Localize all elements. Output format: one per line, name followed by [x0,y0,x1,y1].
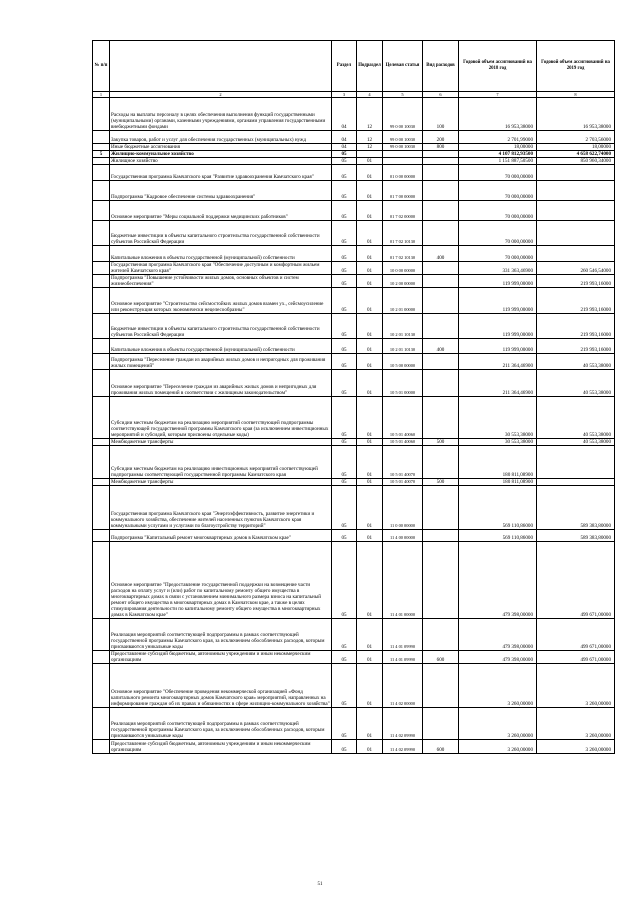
table-row [93,201,615,221]
row-number [93,221,110,246]
row-name: Субсидии местным бюджетам на реализацию мероприятий соответствующей подпрограммы соответствующей государственной программы Камчатского края (за исключением инвестиционных мероприятий и субсидий, которым присвоены отдельные коды) [110,397,332,439]
table-row [93,740,615,754]
row-amount-2019: 4 658 622,74000 [537,151,615,158]
row-name: Предоставление субсидий бюджетным, автономным учреждениям и иным некоммерческим организациям [110,740,332,754]
row-name: Бюджетные инвестиции в объекты капитального строительства государственной собственности субъектов Российской Федерации [110,221,332,246]
row-expense-type: 500 [423,439,459,446]
row-razdel: 05 [332,651,357,664]
row-name: Жилищно-коммунальное хозяйство [110,151,332,158]
row-podrazdel: 12 [357,131,383,144]
row-number [93,542,110,619]
row-amount-2018: 180 811,08900 [459,446,537,479]
row-name: Основное мероприятие "Предоставление государственной поддержки на возмещение части расходов на оплату услуг и (или) работ по капитальному ремонту общего имущества в многоквартирных домах в связи с установлением минимального размера взноса на капитальный ремонт общего имущества в многоквартирных домах в Камчатском крае, а также в целях стимулирования деятельности по капитальному ремонту общего имущества в многоквартирных домах в Камчатском крае" [110,542,332,619]
table-row [93,530,615,542]
row-amount-2019 [537,201,615,221]
row-amount-2019: 589 383,80000 [537,486,615,530]
row-razdel: 05 [332,246,357,262]
table-row [93,664,615,708]
row-number [93,439,110,446]
row-expense-type [423,262,459,275]
row-name: Межбюджетные трансферты [110,439,332,446]
row-podrazdel: 01 [357,486,383,530]
row-amount-2019 [537,479,615,486]
table-row [93,479,615,486]
row-amount-2019: 499 671,00000 [537,542,615,619]
row-name: Иные бюджетные ассигнования [110,144,332,151]
row-razdel: 05 [332,530,357,542]
row-name: Основное мероприятие "Меры социальной поддержки медицинских работников" [110,201,332,221]
row-razdel: 05 [332,708,357,740]
row-razdel: 05 [332,339,357,354]
row-amount-2018: 70 000,00000 [459,221,537,246]
row-expense-type [423,542,459,619]
column-index-cell: 6 [423,92,459,98]
row-podrazdel: 01 [357,651,383,664]
row-name: Подпрограмма "Повышение устойчивости жилых домов, основных объектов и систем жизнеобеспечения" [110,275,332,288]
row-razdel: 05 [332,439,357,446]
row-podrazdel: 01 [357,397,383,439]
row-expense-type [423,288,459,314]
row-expense-type [423,275,459,288]
row-amount-2018: 479 398,00000 [459,619,537,651]
row-number [93,201,110,221]
row-razdel: 05 [332,288,357,314]
table-row [93,221,615,246]
header-num: № п/п [93,41,110,92]
header-year-2018: Годовой объем ассигнований на 2018 год [459,41,537,92]
row-razdel: 05 [332,151,357,158]
row-expense-type [423,221,459,246]
page-number: 51 [317,882,323,887]
row-amount-2018: 119 999,00000 [459,339,537,354]
row-podrazdel: 01 [357,288,383,314]
budget-table [92,40,615,754]
table-row [93,339,615,354]
row-podrazdel: 01 [357,446,383,479]
row-amount-2019: 16 953,38000 [537,98,615,131]
header-target-article: Целевая статья [383,41,423,92]
table-row [93,486,615,530]
row-target-article: 10 5 01 00000 [383,370,423,397]
row-amount-2018: 479 398,00000 [459,651,537,664]
row-amount-2018: 18,00000 [459,144,537,151]
table-row [93,288,615,314]
row-expense-type: 600 [423,740,459,754]
column-index-cell: 1 [93,92,110,98]
row-razdel: 05 [332,181,357,201]
row-amount-2018: 211 364,46900 [459,370,537,397]
row-razdel: 05 [332,486,357,530]
row-amount-2019 [537,446,615,479]
header-year-2019: Годовой объем ассигнований на 2019 год [537,41,615,92]
row-expense-type [423,181,459,201]
table-row [93,619,615,651]
row-podrazdel: 12 [357,144,383,151]
row-amount-2018: 331 363,46900 [459,262,537,275]
row-name: Капитальные вложения в объекты государственной (муниципальной) собственности [110,339,332,354]
row-amount-2019: 2 703,56000 [537,131,615,144]
row-amount-2019: 3 260,00000 [537,708,615,740]
row-name: Основное мероприятие "Переселение граждан из аварийных жилых домов и непригодных для проживания жилых помещений в соответствии с жилищным законодательством" [110,370,332,397]
row-amount-2018: 3 260,00000 [459,740,537,754]
table-row [93,651,615,664]
row-podrazdel: 01 [357,246,383,262]
row-name: Реализация мероприятий соответствующей подпрограммы в рамках соответствующей государственной программы Камчатского края, за исключением обособленных расходов, которым присваиваются уникальные коды [110,708,332,740]
row-name: Реализация мероприятий соответствующей подпрограммы в рамках соответствующей государственной программы Камчатского края, за исключением обособленных расходов, которым присваиваются уникальные коды [110,619,332,651]
row-number [93,262,110,275]
row-name: Расходы на выплаты персоналу в целях обеспечения выполнения функций государственными (муниципальными) органами, казенными учреждениями, органами управления государственными внебюджетными фондами [110,98,332,131]
column-index-cell: 2 [110,92,332,98]
row-podrazdel: 01 [357,370,383,397]
row-podrazdel: 01 [357,708,383,740]
row-podrazdel: 01 [357,158,383,165]
row-razdel: 05 [332,397,357,439]
row-target-article: 10 2 01 10130 [383,339,423,354]
row-razdel: 05 [332,370,357,397]
table-body [93,98,615,754]
header-expense-type: Вид расходов [423,41,459,92]
row-amount-2019 [537,181,615,201]
row-podrazdel: 01 [357,542,383,619]
row-amount-2018: 211 364,46900 [459,354,537,370]
column-index-cell: 4 [357,92,383,98]
table-row [93,165,615,181]
row-name: Государственная программа Камчатского края "Обеспечение доступным и комфортным жильем жителей Камчатского края" [110,262,332,275]
row-number [93,479,110,486]
table-row [93,246,615,262]
row-expense-type [423,530,459,542]
row-target-article: 01 7 02 10130 [383,221,423,246]
row-number [93,651,110,664]
row-number [93,288,110,314]
row-amount-2018: 180 811,08900 [459,479,537,486]
row-amount-2019: 499 671,00000 [537,619,615,651]
row-podrazdel: 01 [357,314,383,339]
header-podrazdel: Подраздел [357,41,383,92]
row-amount-2019: 3 260,00000 [537,664,615,708]
row-number [93,165,110,181]
column-index-cell: 3 [332,92,357,98]
row-target-article: 99 0 00 10030 [383,131,423,144]
row-target-article: 11 4 01 09990 [383,651,423,664]
row-number [93,619,110,651]
row-amount-2019: 219 993,16000 [537,314,615,339]
row-razdel: 05 [332,262,357,275]
row-target-article: 10 2 01 00000 [383,288,423,314]
row-amount-2019: 40 553,38000 [537,354,615,370]
row-amount-2019 [537,165,615,181]
row-target-article: 10 5 01 40060 [383,439,423,446]
row-podrazdel: 01 [357,262,383,275]
row-razdel: 05 [332,158,357,165]
row-amount-2019: 18,00000 [537,144,615,151]
row-amount-2018: 569 110,86000 [459,530,537,542]
row-number [93,158,110,165]
row-target-article: 01 0 00 00000 [383,165,423,181]
row-name: Предоставление субсидий бюджетным, автономным учреждениям и иным некоммерческим организациям [110,651,332,664]
row-name: Субсидии местным бюджетам на реализацию инвестиционных мероприятий соответствующей подпрограммы соответствующей государственной программы Камчатского края [110,446,332,479]
row-amount-2019: 589 383,80000 [537,530,615,542]
row-amount-2019: 499 671,00000 [537,651,615,664]
row-name: Межбюджетные трансферты [110,479,332,486]
row-razdel: 05 [332,479,357,486]
row-amount-2018: 1 151 887,50500 [459,158,537,165]
row-amount-2018: 70 000,00000 [459,165,537,181]
row-razdel: 05 [332,221,357,246]
row-amount-2018: 119 999,00000 [459,314,537,339]
row-expense-type: 200 [423,131,459,144]
row-podrazdel: 01 [357,339,383,354]
table-row [93,314,615,339]
row-target-article: 11 4 00 00000 [383,530,423,542]
table-row [93,131,615,144]
row-expense-type [423,619,459,651]
row-name: Жилищное хозяйство [110,158,332,165]
row-podrazdel: 01 [357,530,383,542]
row-expense-type [423,397,459,439]
row-expense-type: 400 [423,246,459,262]
row-podrazdel: 01 [357,619,383,651]
row-podrazdel: 01 [357,165,383,181]
row-name: Основное мероприятие "Строительство сейсмостойких жилых домов взамен ух., сейсмоусиление или реконструкция которых экономически нецелесообразны" [110,288,332,314]
row-number [93,354,110,370]
row-amount-2019 [537,246,615,262]
table-row [93,370,615,397]
row-razdel: 04 [332,144,357,151]
row-razdel: 05 [332,664,357,708]
row-expense-type [423,354,459,370]
table-row [93,439,615,446]
row-amount-2019: 40 553,38000 [537,397,615,439]
column-index-cell: 8 [537,92,615,98]
row-amount-2018: 30 553,38000 [459,439,537,446]
row-target-article: 11 0 00 00000 [383,486,423,530]
row-razdel: 05 [332,740,357,754]
column-index-cell: 5 [383,92,423,98]
row-podrazdel: 01 [357,181,383,201]
budget-table-page [92,40,614,754]
table-row [93,446,615,479]
row-razdel: 05 [332,201,357,221]
table-row [93,262,615,275]
row-podrazdel: 01 [357,221,383,246]
row-number [93,98,110,131]
row-expense-type: 100 [423,98,459,131]
table-row [93,158,615,165]
row-amount-2018: 70 000,00000 [459,201,537,221]
row-razdel: 04 [332,131,357,144]
table-row [93,708,615,740]
row-target-article: 10 5 01 40070 [383,479,423,486]
row-expense-type: 500 [423,479,459,486]
row-number [93,181,110,201]
row-razdel: 05 [332,542,357,619]
header-name [110,41,332,92]
row-podrazdel: 01 [357,275,383,288]
row-amount-2018: 4 107 812,93500 [459,151,537,158]
row-number [93,131,110,144]
row-expense-type [423,446,459,479]
row-amount-2019 [537,221,615,246]
row-name: Бюджетные инвестиции в объекты капитального строительства государственной собственности субъектов Российской Федерации [110,314,332,339]
column-index-cell: 7 [459,92,537,98]
row-amount-2019: 850 960,34000 [537,158,615,165]
row-number [93,446,110,479]
row-amount-2018: 479 398,00000 [459,542,537,619]
row-name: Государственная программа Камчатского края "Развитие здравоохранения Камчатского края" [110,165,332,181]
table-row [93,151,615,158]
row-target-article: 99 0 00 10030 [383,144,423,151]
row-amount-2018: 119 999,00000 [459,275,537,288]
row-amount-2018: 3 260,00000 [459,664,537,708]
row-number [93,740,110,754]
row-razdel: 05 [332,275,357,288]
row-name: Закупка товаров, работ и услуг для обеспечения государственных (муниципальных) нужд [110,131,332,144]
table-row [93,275,615,288]
row-amount-2018: 70 000,00000 [459,181,537,201]
row-amount-2018: 3 260,00000 [459,708,537,740]
row-target-article: 10 2 01 10130 [383,314,423,339]
row-target-article: 11 4 01 09990 [383,619,423,651]
table-row [93,542,615,619]
row-number [93,708,110,740]
row-podrazdel: 12 [357,98,383,131]
row-razdel: 05 [332,165,357,181]
row-podrazdel: 01 [357,201,383,221]
row-expense-type [423,370,459,397]
row-number [93,275,110,288]
row-number [93,530,110,542]
row-number [93,144,110,151]
row-amount-2018: 569 110,86000 [459,486,537,530]
row-number [93,246,110,262]
row-amount-2019: 40 553,38000 [537,439,615,446]
row-target-article: 11 4 01 00000 [383,542,423,619]
row-amount-2018: 119 999,00000 [459,288,537,314]
row-target-article: 01 7 02 10130 [383,246,423,262]
row-amount-2019: 219 993,16000 [537,288,615,314]
row-amount-2019: 219 993,16000 [537,275,615,288]
row-number [93,339,110,354]
row-number [93,486,110,530]
row-amount-2019: 40 553,38000 [537,370,615,397]
row-expense-type [423,158,459,165]
row-number: 5 [93,151,110,158]
row-expense-type [423,708,459,740]
row-razdel: 05 [332,314,357,339]
row-target-article: 11 4 02 09990 [383,708,423,740]
row-podrazdel: 01 [357,439,383,446]
row-target-article [383,151,423,158]
row-name: Подпрограмма "Кадровое обеспечение системы здравоохранения" [110,181,332,201]
row-target-article: 10 0 00 00000 [383,262,423,275]
row-amount-2018: 70 000,00000 [459,246,537,262]
row-podrazdel: 01 [357,479,383,486]
row-amount-2019: 260 546,54000 [537,262,615,275]
row-razdel: 05 [332,619,357,651]
row-expense-type [423,151,459,158]
row-razdel: 05 [332,354,357,370]
row-name: Капитальные вложения в объекты государственной (муниципальной) собственности [110,246,332,262]
row-expense-type: 800 [423,144,459,151]
row-amount-2018: 2 701,99000 [459,131,537,144]
table-row [93,397,615,439]
row-target-article: 01 7 02 00000 [383,201,423,221]
row-number [93,664,110,708]
row-target-article [383,158,423,165]
row-expense-type: 600 [423,651,459,664]
row-name: Основное мероприятие "Обеспечение проведения некоммерческой организацией «Фонд капитального ремонта многоквартирных домов Камчатского края» мероприятий, направленных на информирование граждан об их правах и обязанностях в сфере жилищно-коммунального хозяйства" [110,664,332,708]
row-razdel: 04 [332,98,357,131]
row-expense-type [423,486,459,530]
row-podrazdel: 01 [357,354,383,370]
row-target-article: 10 5 01 40070 [383,446,423,479]
row-number [93,370,110,397]
row-name: Подпрограмма "Капитальный ремонт многоквартирных домов в Камчатском крае" [110,530,332,542]
row-razdel: 05 [332,446,357,479]
row-number [93,397,110,439]
table-row [93,181,615,201]
row-target-article: 10 5 00 00000 [383,354,423,370]
row-amount-2019: 3 260,00000 [537,740,615,754]
row-target-article: 01 7 00 00000 [383,181,423,201]
row-target-article: 11 4 02 00000 [383,664,423,708]
row-amount-2019: 219 993,16000 [537,339,615,354]
row-expense-type: 400 [423,339,459,354]
row-target-article: 11 4 02 09990 [383,740,423,754]
row-name: Государственная программа Камчатского края "Энергоэффективность, развитие энергетики и коммунального хозяйства, обеспечение жителей населенных пунктов Камчатского края коммунальными услугами и услугами по благоустройству территорий" [110,486,332,530]
row-podrazdel: 01 [357,740,383,754]
row-expense-type [423,314,459,339]
row-target-article: 10 2 00 00000 [383,275,423,288]
row-amount-2018: 30 553,38000 [459,397,537,439]
table-row [93,98,615,131]
row-amount-2018: 16 953,38000 [459,98,537,131]
row-podrazdel [357,151,383,158]
row-expense-type [423,664,459,708]
table-row [93,144,615,151]
table-row [93,354,615,370]
row-target-article: 99 0 00 10030 [383,98,423,131]
row-expense-type [423,165,459,181]
row-podrazdel: 01 [357,664,383,708]
row-expense-type [423,201,459,221]
row-number [93,314,110,339]
row-target-article: 10 5 01 40060 [383,397,423,439]
header-razdel: Раздел [332,41,357,92]
table-header-row [93,41,615,92]
row-name: Подпрограмма "Переселение граждан из аварийных жилых домов и непригодных для проживания жилых помещений" [110,354,332,370]
